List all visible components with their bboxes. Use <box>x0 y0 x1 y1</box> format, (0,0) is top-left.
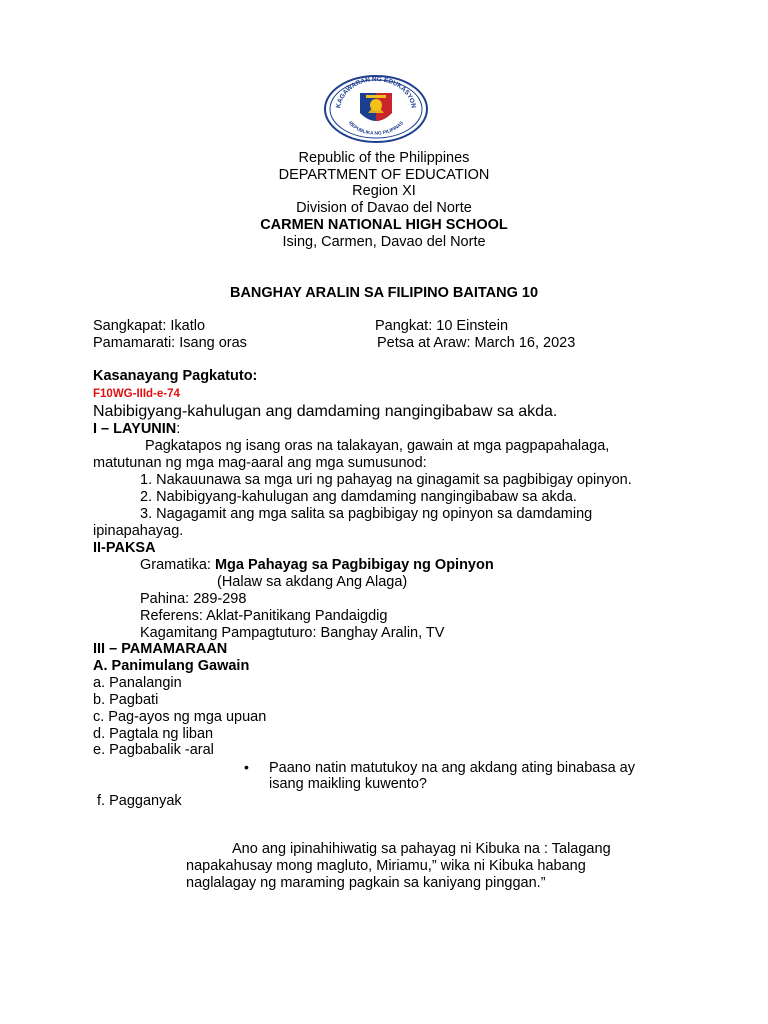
pahina-label: Pahina <box>140 591 186 607</box>
layunin-intro-2: matutunan ng mga mag-aaral ang mga sumusunod: <box>93 455 427 471</box>
list-item: e. Pagbabalik -aral <box>93 742 214 758</box>
list-item: c. Pag-ayos ng mga upuan <box>93 709 267 725</box>
meta-pangkat: Pangkat: 10 Einstein <box>375 318 509 334</box>
meta-petsa: Petsa at Araw: March 16, 2023 <box>377 335 576 351</box>
gramatika-value: Mga Pahayag sa Pagbibigay ng Opinyon <box>214 557 494 573</box>
bullet-icon: • <box>244 759 249 775</box>
svg-text:KAGAWARAN NG EDUKASYON: KAGAWARAN NG EDUKASYON <box>335 75 417 109</box>
layunin-heading: I – LAYUNIN <box>93 421 177 437</box>
paksa-pahina <box>140 591 246 608</box>
header-department: DEPARTMENT OF EDUCATION <box>278 167 490 183</box>
quote-line-1: Ano ang ipinahihiwatig sa pahayag ni Kibuka na : Talagang <box>232 841 611 857</box>
competency-text: Nabibigyang-kahulugan ang damdaming nangingibabaw sa akda. <box>93 403 558 420</box>
layunin-heading-line <box>93 421 180 438</box>
competency-heading: Kasanayang Pagkatuto: <box>93 368 258 384</box>
list-item: b. Pagbati <box>93 692 159 708</box>
pahina-value: : 289-298 <box>185 591 247 607</box>
header-address: Ising, Carmen, Davao del Norte <box>282 234 486 250</box>
paksa-gramatika <box>140 557 494 574</box>
paksa-kagamitan: Kagamitang Pampagtuturo: Banghay Aralin, TV <box>140 625 445 641</box>
header-republic: Republic of the Philippines <box>298 150 470 166</box>
layunin-intro-1: Pagkatapos ng isang oras na talakayan, gawain at mga pagpapahalaga, <box>145 438 610 454</box>
header-division: Division of Davao del Norte <box>296 200 472 216</box>
bullet-question-1: Paano natin matutukoy na ang akdang ating binabasa ay <box>269 760 635 776</box>
pagganyak-item: f. Pagganyak <box>97 793 182 809</box>
list-item: a. Panalangin <box>93 675 182 691</box>
panimulang-gawain-heading: A. Panimulang Gawain <box>93 658 250 674</box>
layunin-item-2: 2. Nabibigyang-kahulugan ang damdaming nangingibabaw sa akda. <box>140 489 577 505</box>
layunin-item-3-cont: ipinapahayag. <box>93 523 184 539</box>
quote-line-2: napakahusay mong magluto, Miriamu,” wika ni Kibuka habang <box>186 858 586 874</box>
layunin-item-1: 1. Nakauunawa sa mga uri ng pahayag na ginagamit sa pagbibigay opinyon. <box>140 472 632 488</box>
deped-seal-logo <box>322 73 430 143</box>
meta-pamamarati: Pamamarati: Isang oras <box>93 335 247 351</box>
layunin-colon: : <box>176 421 181 437</box>
paksa-heading: II-PAKSA <box>93 540 156 556</box>
bullet-question-2: isang maikling kuwento? <box>269 776 427 792</box>
list-item: d. Pagtala ng liban <box>93 726 214 742</box>
header-school: CARMEN NATIONAL HIGH SCHOOL <box>260 217 508 233</box>
paksa-halaw: (Halaw sa akdang Ang Alaga) <box>217 574 408 590</box>
layunin-item-3: 3. Nagagamit ang mga salita sa pagbibigay ng opinyon sa damdaming <box>140 506 593 522</box>
competency-code: F10WG-IIId-e-74 <box>93 388 180 400</box>
paksa-referens: Referens: Aklat-Panitikang Pandaigdig <box>140 608 388 624</box>
gramatika-label: Gramatika: <box>140 557 215 573</box>
header-region: Region XI <box>352 183 416 199</box>
document-title: BANGHAY ARALIN SA FILIPINO BAITANG 10 <box>229 285 539 301</box>
meta-sangkapat: Sangkapat: Ikatlo <box>93 318 206 334</box>
quote-line-3: naglalagay ng maraming pagkain sa kaniyang pinggan.” <box>186 875 546 891</box>
pamamaraan-heading: III – PAMAMARAAN <box>93 641 228 657</box>
svg-text:REPUBLIKA NG PILIPINAS: REPUBLIKA NG PILIPINAS <box>347 120 405 137</box>
